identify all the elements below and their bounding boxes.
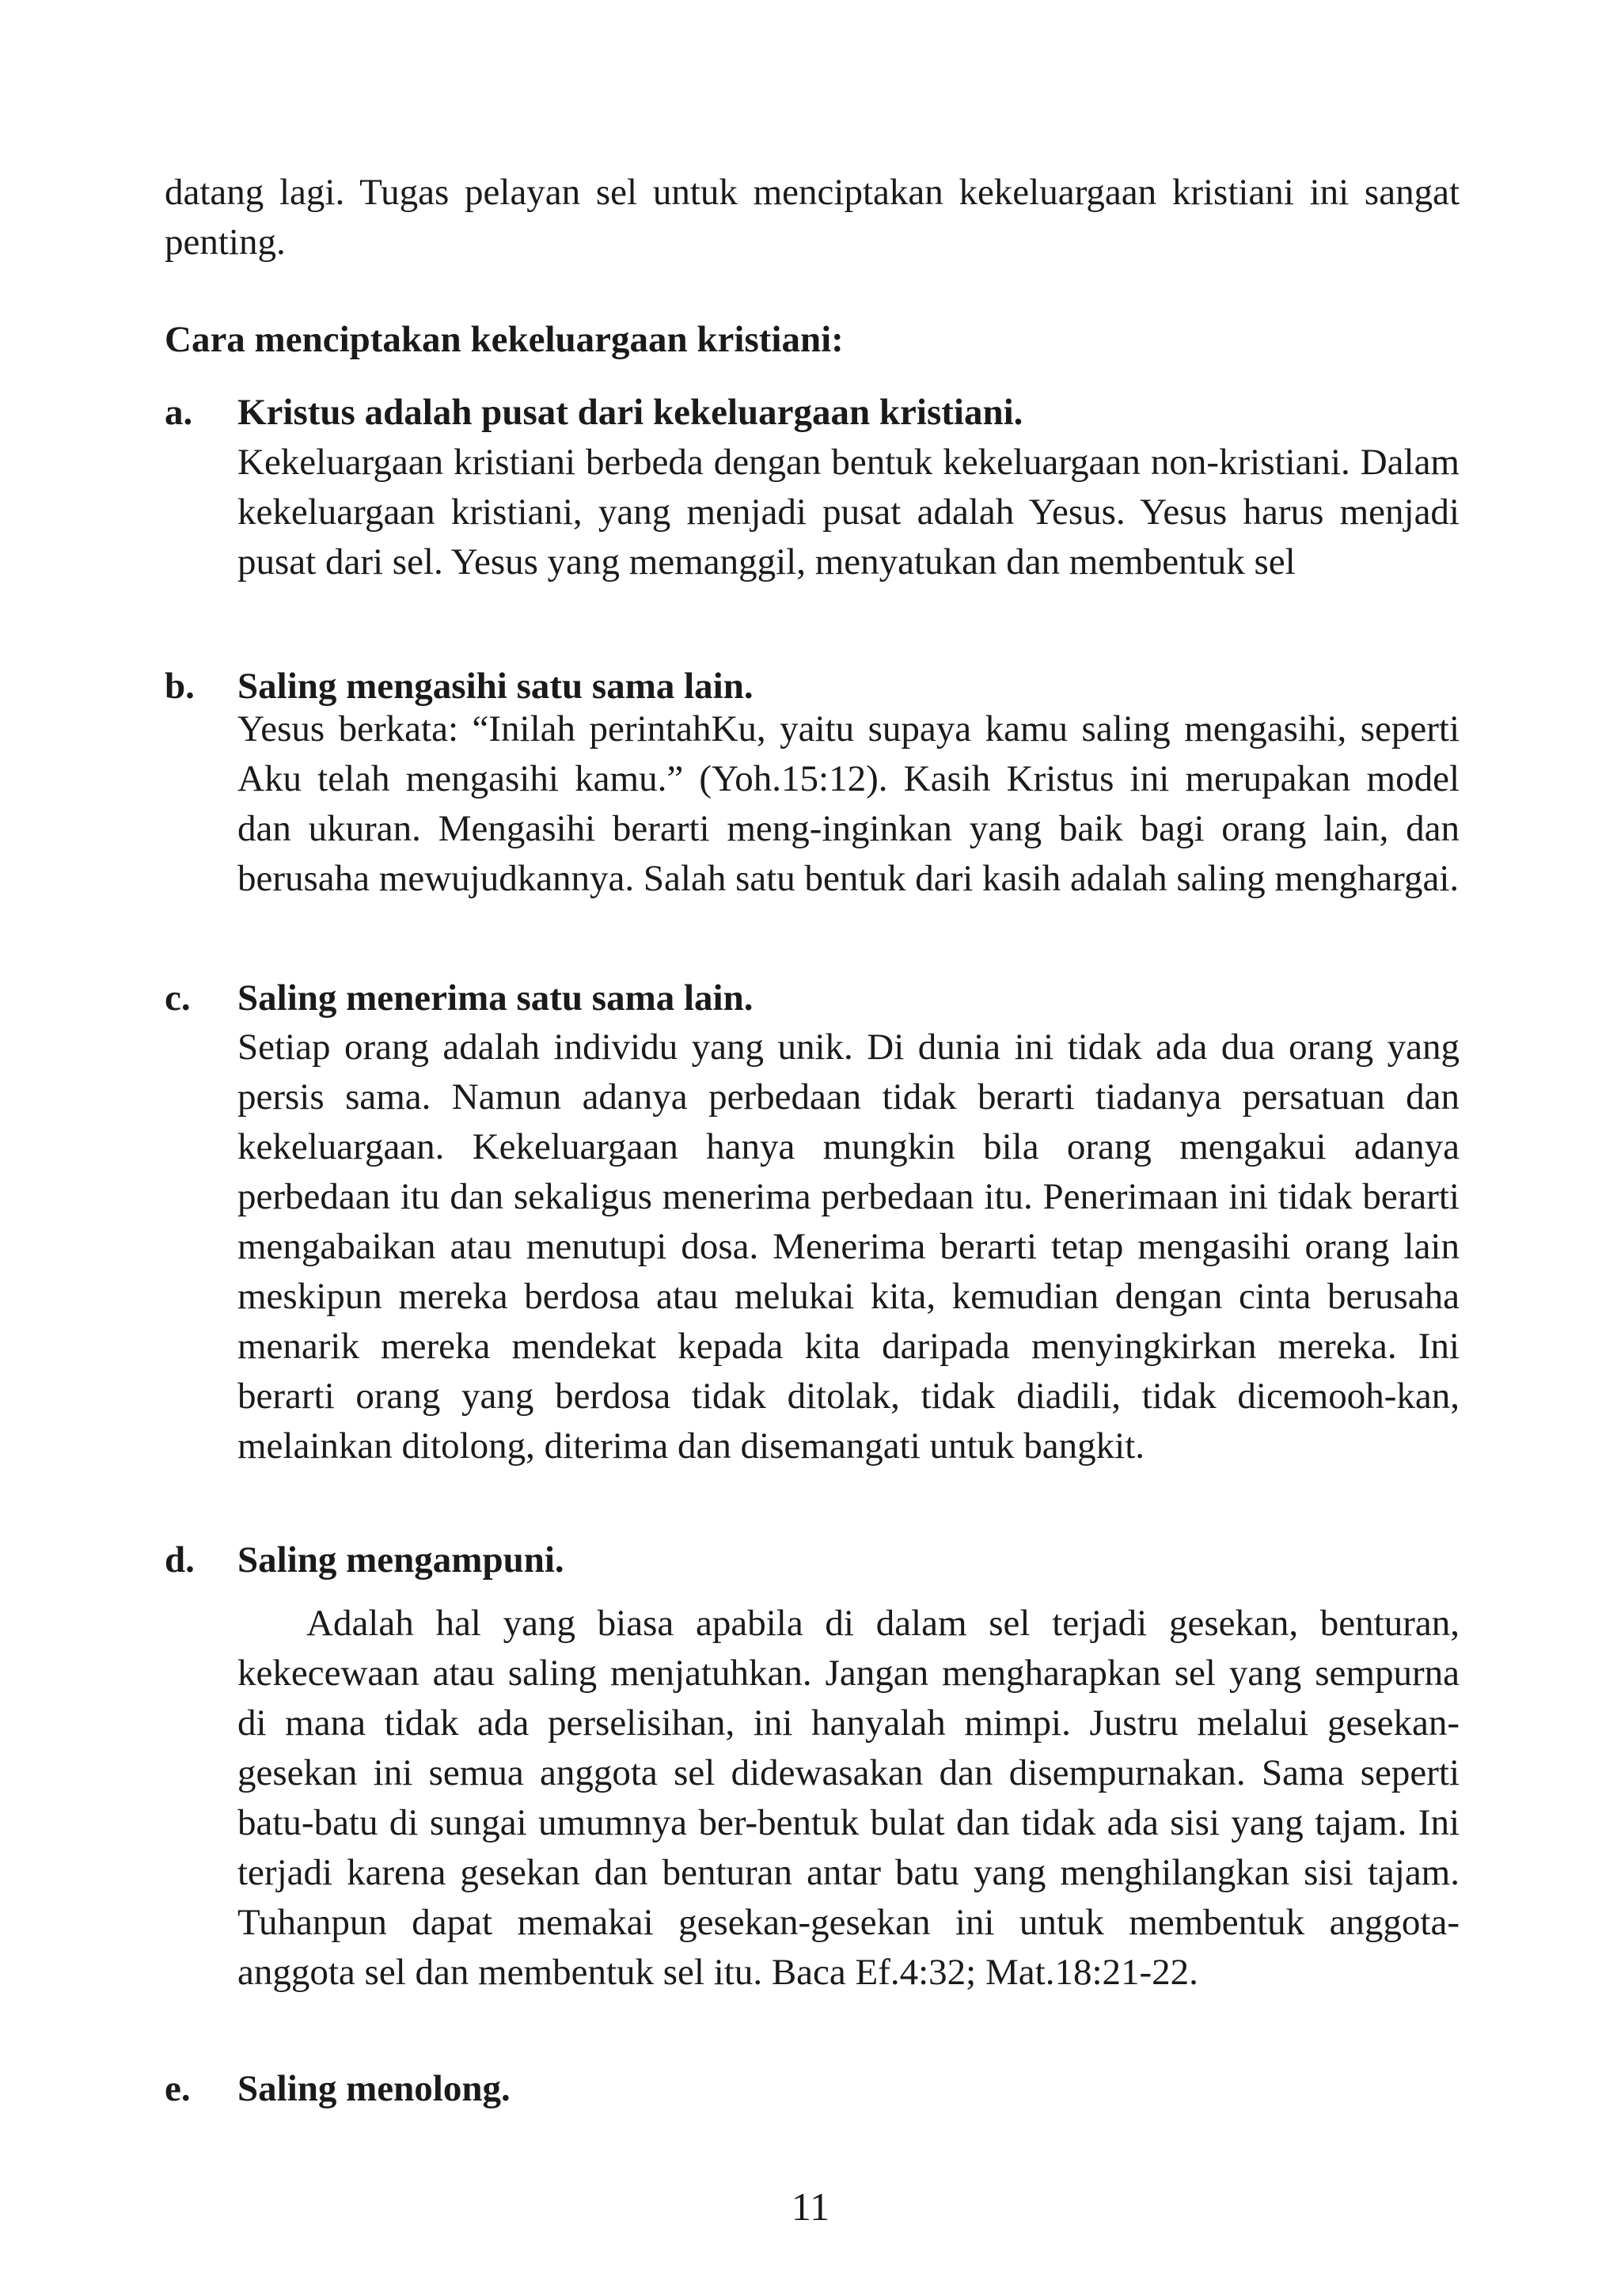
item-body-c: Setiap orang adalah individu yang unik. Di dunia ini tidak ada dua orang yang persis sama. Namun adanya perbedaan tidak berarti tiadanya persatuan dan kekeluargaan. Kekeluargaan hanya mungkin bila orang mengakui adanya perbedaan itu dan sekaligus menerima perbedaan itu. Penerimaan ini tidak berarti mengabaikan atau menutupi dosa. Menerima berarti tetap mengasihi orang lain meskipun mereka berdosa atau melukai kita, kemudian dengan cinta berusaha menarik mereka mendekat kepada kita daripada menyingkirkan mereka. Ini berarti orang yang berdosa tidak ditolak, tidak diadili, tidak dicemooh-kan, melainkan ditolong, diterima dan disemangati untuk bangkit. bbox=[237, 1027, 1460, 1467]
item-body-a: Kekeluargaan kristiani berbeda dengan bentuk kekeluargaan non-kristiani. Dalam kekeluargaan kristiani, yang menjadi pusat adalah Yesus. Yesus harus menjadi pusat dari sel. Yesus yang memanggil, menyatukan dan membentuk sel bbox=[237, 442, 1460, 583]
item-title-b: Saling mengasihi satu sama lain. bbox=[237, 666, 754, 707]
item-title-a: Kristus adalah pusat dari kekeluargaan kristiani. bbox=[237, 392, 1023, 433]
item-marker-c: c. bbox=[165, 977, 191, 1019]
item-marker-a: a. bbox=[165, 392, 193, 433]
item-marker-d: d. bbox=[165, 1539, 195, 1581]
intro-paragraph: datang lagi. Tugas pelayan sel untuk menciptakan kekeluargaan kristiani ini sangat penting. bbox=[165, 172, 1460, 263]
item-body-b: Yesus berkata: “Inilah perintahKu, yaitu supaya kamu saling mengasihi, seperti Aku telah mengasihi kamu.” (Yoh.15:12). Kasih Kristus ini merupakan model dan ukuran. Mengasihi berarti meng-inginkan yang baik bagi orang lain, dan berusaha mewujudkannya. Salah satu bentuk dari kasih adalah saling menghargai. bbox=[237, 708, 1460, 899]
item-marker-b: b. bbox=[165, 666, 195, 707]
item-title-c: Saling menerima satu sama lain. bbox=[237, 977, 754, 1019]
page-number: 11 bbox=[791, 2184, 830, 2229]
item-title-e: Saling menolong. bbox=[237, 2068, 511, 2109]
item-marker-e: e. bbox=[165, 2068, 191, 2109]
item-body-d: Adalah hal yang biasa apabila di dalam sel terjadi gesekan, benturan, kekecewaan atau saling menjatuhkan. Jangan mengharapkan sel yang sempurna di mana tidak ada perselisihan, ini hanyalah mimpi. Justru melalui gesekan-gesekan ini semua anggota sel didewasakan dan disempurnakan. Sama seperti batu-batu di sungai umumnya ber-bentuk bulat dan tidak ada sisi yang tajam. Ini terjadi karena gesekan dan benturan antar batu yang menghilangkan sisi tajam. Tuhanpun dapat memakai gesekan-gesekan ini untuk membentuk anggota-anggota sel dan membentuk sel itu. Baca Ef.4:32; Mat.18:21-22. bbox=[237, 1603, 1460, 1993]
section-heading: Cara menciptakan kekeluargaan kristiani: bbox=[165, 319, 844, 360]
item-title-d: Saling mengampuni. bbox=[237, 1539, 564, 1581]
